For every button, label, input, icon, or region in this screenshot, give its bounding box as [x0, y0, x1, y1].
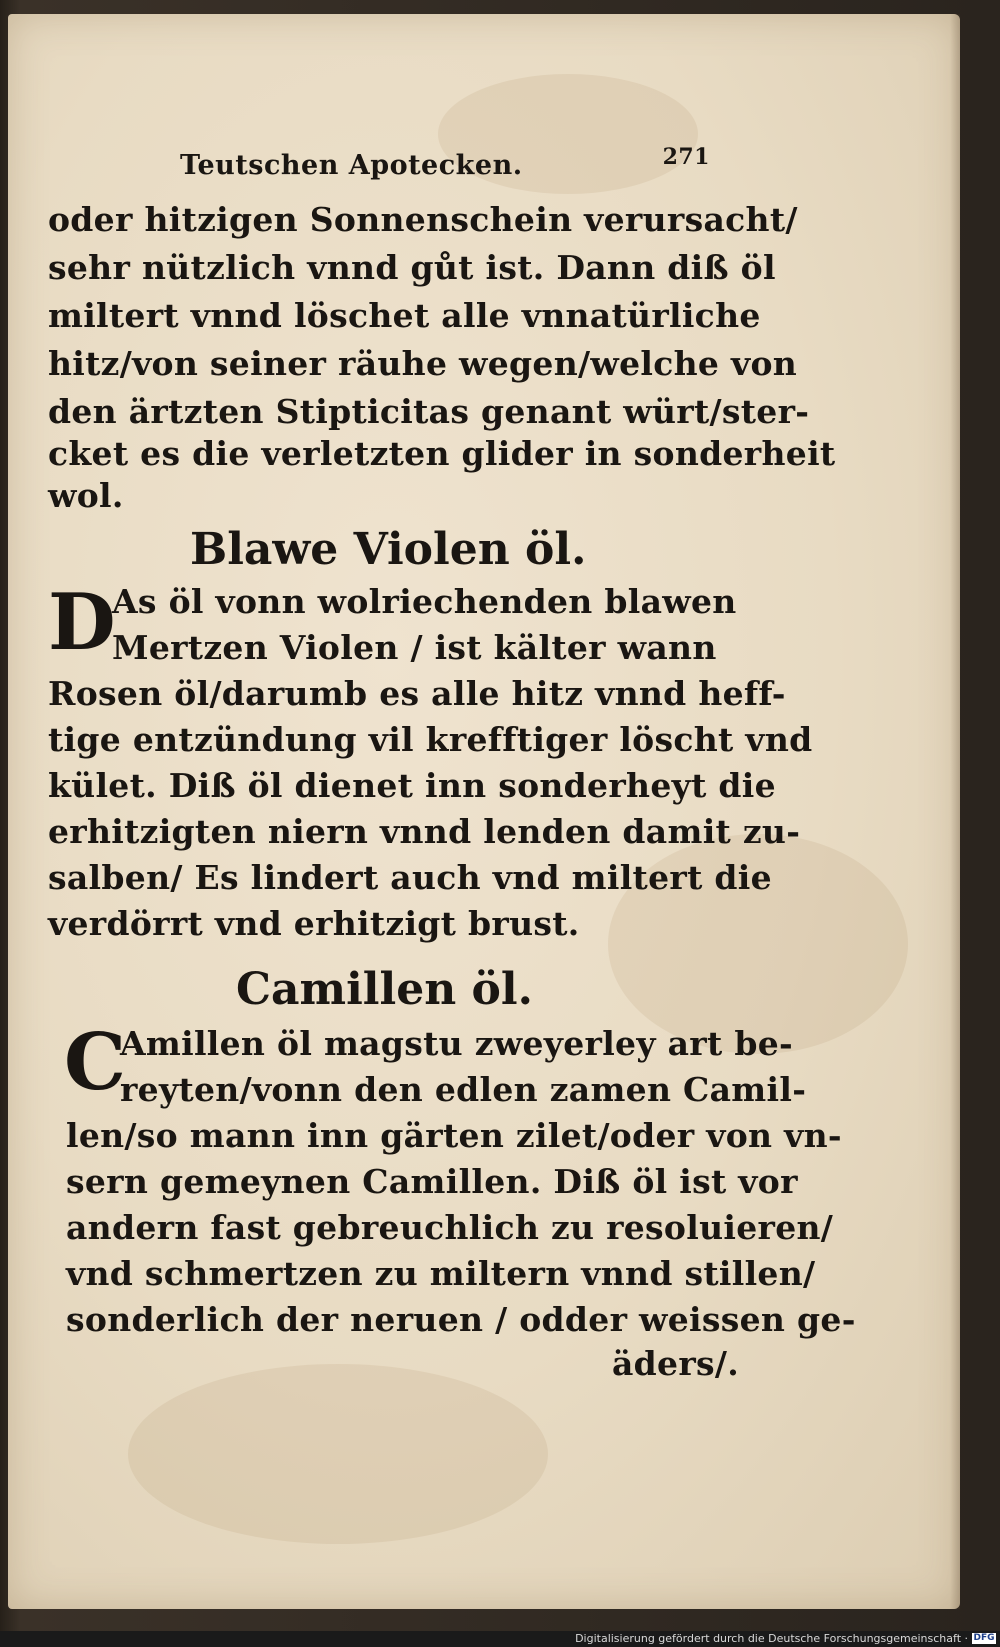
- text-line: As öl vonn wolriechenden blawen: [112, 582, 737, 621]
- section-heading: Blawe Violen öl.: [190, 524, 587, 575]
- page-text: [8, 14, 960, 1609]
- text-line: tige entzündung vil krefftiger löscht vnd: [48, 720, 813, 759]
- text-line: miltert vnnd löschet alle vnnatürliche: [48, 296, 761, 335]
- running-head: [180, 142, 710, 186]
- drop-capital: C: [64, 1017, 127, 1108]
- text-line: hitz/von seiner räuhe wegen/welche von: [48, 344, 798, 383]
- text-line: cket es die verletzten glider in sonderheit: [48, 434, 836, 473]
- text-line: sonderlich der neruen / odder weissen ge-: [66, 1300, 856, 1339]
- section-heading: Camillen öl.: [236, 964, 533, 1015]
- text-line: andern fast gebreuchlich zu resoluieren/: [66, 1208, 834, 1247]
- text-line: Rosen öl/darumb es alle hitz vnnd heff-: [48, 674, 786, 713]
- footer-credit: Digitalisierung gefördert durch die Deutsche Forschungsgemeinschaft ·: [575, 1632, 968, 1645]
- text-line: äders/.: [612, 1344, 740, 1383]
- dfg-logo: DFG: [973, 1633, 995, 1643]
- text-line: sehr nützlich vnnd gůt ist. Dann diß öl: [48, 248, 776, 287]
- text-line: sern gemeynen Camillen. Diß öl ist vor: [66, 1162, 798, 1201]
- text-line: Amillen öl magstu zweyerley art be-: [120, 1024, 793, 1063]
- text-line: oder hitzigen Sonnenschein verursacht/: [48, 200, 798, 239]
- text-line: kület. Diß öl dienet inn sonderheyt die: [48, 766, 776, 805]
- text-line: len/so mann inn gärten zilet/oder von vn-: [66, 1116, 842, 1155]
- text-line: den ärtzten Stipticitas genant würt/ster-: [48, 392, 810, 431]
- text-line: verdörrt vnd erhitzigt brust.: [48, 904, 580, 943]
- text-line: Mertzen Violen / ist kälter wann: [112, 628, 717, 667]
- text-line: reyten/vonn den edlen zamen Camil-: [120, 1070, 807, 1109]
- book-page: [8, 14, 960, 1609]
- text-line: wol.: [48, 476, 124, 515]
- text-line: vnd schmertzen zu miltern vnnd stillen/: [66, 1254, 816, 1293]
- running-title: Teutschen Apotecken.: [180, 150, 523, 181]
- drop-capital: D: [48, 577, 116, 668]
- text-line: salben/ Es lindert auch vnd miltert die: [48, 858, 772, 897]
- page-number: 271: [662, 144, 710, 170]
- text-line: erhitzigten niern vnnd lenden damit zu-: [48, 812, 801, 851]
